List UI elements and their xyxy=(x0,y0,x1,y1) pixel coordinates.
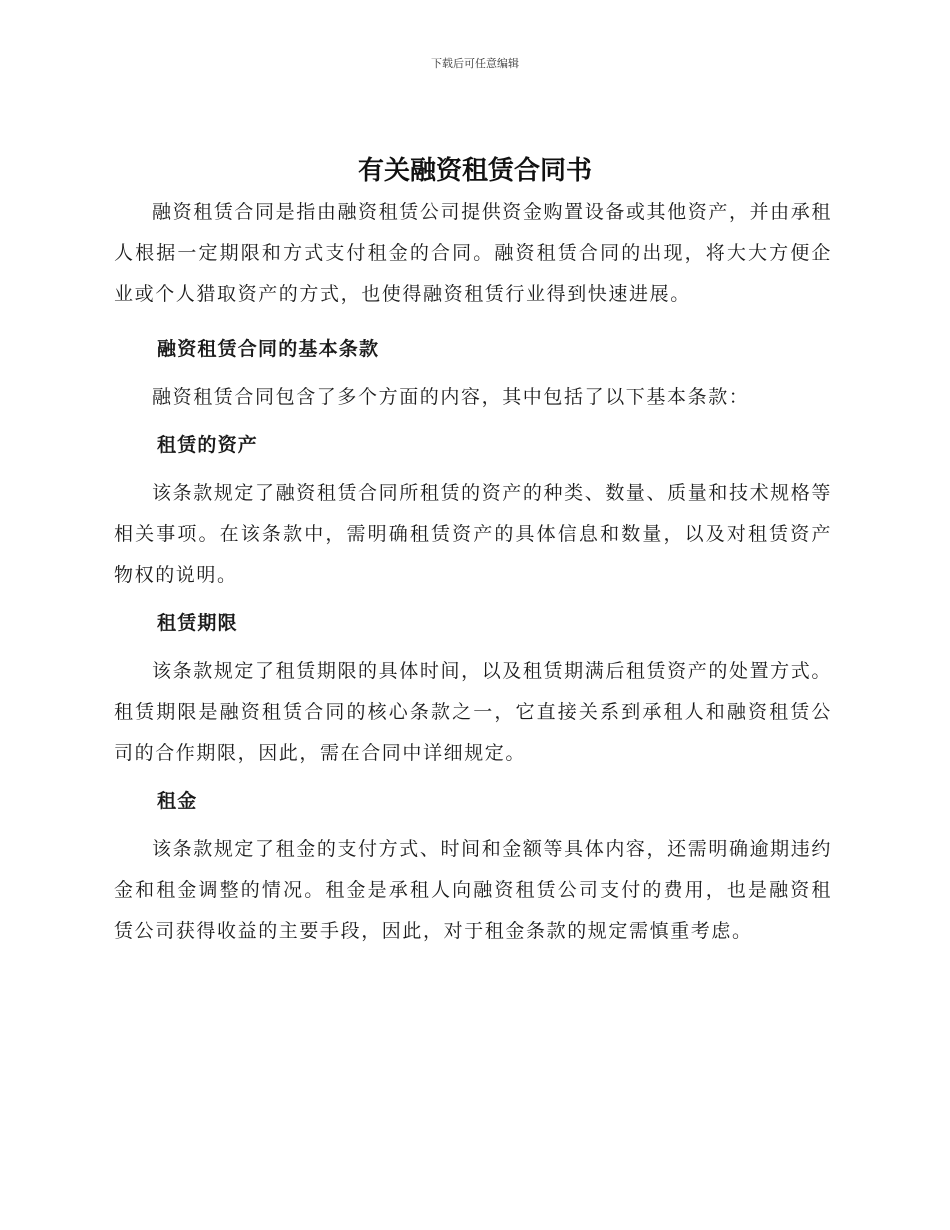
intro-paragraph: 融资租赁合同是指由融资租赁公司提供资金购置设备或其他资产，并由承租人根据一定期限和方式支付租金的合同。融资租赁合同的出现，将大大方便企业或个人猎取资产的方式，也使得融资租赁行业得到快速进展。 xyxy=(114,201,832,305)
document-title: 有关融资租赁合同书 xyxy=(357,156,592,186)
lease-term-paragraph: 该条款规定了租赁期限的具体时间，以及租赁期满后租赁资产的处置方式。租赁期限是融资租赁合同的核心条款之一，它直接关系到承租人和融资租赁公司的合作期限，因此，需在合同中详细规定。 xyxy=(114,660,832,764)
header-note: 下载后可任意编辑 xyxy=(431,57,519,70)
section-heading-lease-term: 租赁期限 xyxy=(157,612,238,634)
leased-assets-paragraph: 该条款规定了融资租赁合同所租赁的资产的种类、数量、质量和技术规格等相关事项。在该条款中，需明确租赁资产的具体信息和数量，以及对租赁资产物权的说明。 xyxy=(114,482,832,586)
section-heading-leased-assets: 租赁的资产 xyxy=(157,434,259,456)
section-heading-rent: 租金 xyxy=(157,790,198,812)
document-body xyxy=(114,192,832,952)
basic-terms-paragraph: 融资租赁合同包含了多个方面的内容，其中包括了以下基本条款： xyxy=(152,386,750,408)
rent-paragraph: 该条款规定了租金的支付方式、时间和金额等具体内容，还需明确逾期违约金和租金调整的情况。租金是承租人向融资租赁公司支付的费用，也是融资租赁公司获得收益的主要手段，因此，对于租金条款的规定需慎重考虑。 xyxy=(114,838,832,942)
section-heading-basic-terms: 融资租赁合同的基本条款 xyxy=(157,338,380,360)
